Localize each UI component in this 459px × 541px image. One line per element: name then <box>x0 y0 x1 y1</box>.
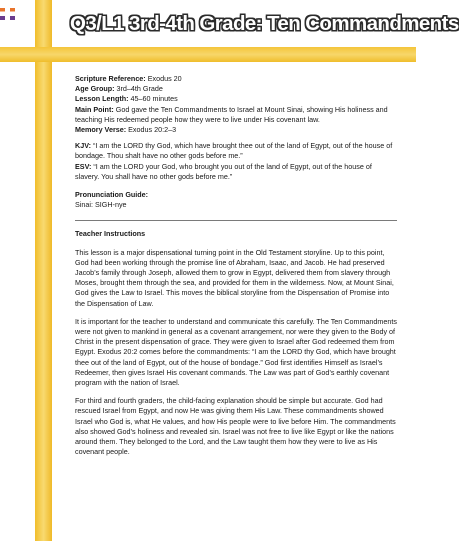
age-line <box>75 84 397 94</box>
length-label: Lesson Length: <box>75 94 129 104</box>
instructions-paragraph: For third and fourth graders, the child-facing explanation should be simple but accurate. God had rescued Israel from Egypt, and now He was giving them His Law. These commandments showed Israel who God is, what He values, and how His people were to live before Him. The commandments also showed God’s holiness and revealed sin. Israel was not free to live like Egypt or like the nations around them. They belonged to the Lord, and the Law taught them how they were to live as His covenant people. <box>75 396 396 457</box>
length-value: 45–60 minutes <box>130 94 178 104</box>
age-label: Age Group: <box>75 84 115 94</box>
instructions-paragraph: This lesson is a major dispensational turning point in the Old Testament storyline. Up to this point, God had been working through the promise line of Abraham, Isaac, and Jacob. He had preserved Jacob’s family through Joseph, allowed them to grow in Egypt, delivered them from slavery through Moses, brought them through the sea, and provided for them in the wilderness. Now, at Mount Sinai, God gives the Law to Israel. This moves the biblical storyline from the Dispensation of Promise into the Dispensation of Law. <box>75 247 394 308</box>
scripture-label: Scripture Reference: <box>75 74 146 83</box>
logo-icon <box>0 5 15 27</box>
lesson-content <box>75 74 397 466</box>
cross-horizontal-bar <box>0 47 416 62</box>
main-point-line <box>75 105 397 125</box>
scripture-value: Exodus 20 <box>147 74 182 83</box>
pronunciation-label: Pronunciation Guide: <box>75 190 149 200</box>
memory-line <box>75 125 397 135</box>
kjv-line <box>75 141 397 161</box>
page-title: Q3/L1 3rd-4th Grade: Ten Commandments <box>70 12 459 35</box>
esv-label: ESV: <box>75 161 92 171</box>
memory-label: Memory Verse: <box>75 125 127 135</box>
instructions-paragraph: It is important for the teacher to understand and communicate this carefully. The Ten Commandments were not given to mankind in general as a covenant arrangement, nor were they given to the Body of Christ in the present dispensation of grace. They were given to Israel after God redeemed them from Egypt. Exodus 20:2 comes before the commandments: “I am the LORD thy God, which have brought thee out of the land of Egypt, out of the house of bondage.” God first identifies Himself as Israel’s Redeemer, then gives Israel His covenant commands. The Law was part of God’s earthly covenant program with the nation of Israel. <box>75 316 397 388</box>
main-point-label: Main Point: <box>75 104 114 114</box>
main-point-value: God gave the Ten Commandments to Israel at Mount Sinai, showing His holiness and teaching His redeemed people how they were to live under His covenant law. <box>75 104 388 124</box>
section-divider <box>75 220 397 221</box>
pronunciation-value: Sinai: SIGH-nye <box>75 200 127 210</box>
memory-value: Exodus 20:2–3 <box>128 125 177 135</box>
instructions-heading: Teacher Instructions <box>75 229 146 239</box>
length-line <box>75 94 397 104</box>
kjv-value: “I am the LORD thy God, which have brought thee out of the land of Egypt, out of the house of bondage. Thou shalt have no other gods before me.” <box>75 141 393 161</box>
cross-vertical-bar <box>35 0 52 541</box>
age-value: 3rd–4th Grade <box>116 84 163 94</box>
scripture-line <box>75 74 397 84</box>
esv-line <box>75 162 397 182</box>
esv-value: “I am the LORD your God, who brought you out of the land of Egypt, out of the house of slavery. You shall have no other gods before me.” <box>75 161 372 181</box>
kjv-label: KJV: <box>75 141 91 151</box>
